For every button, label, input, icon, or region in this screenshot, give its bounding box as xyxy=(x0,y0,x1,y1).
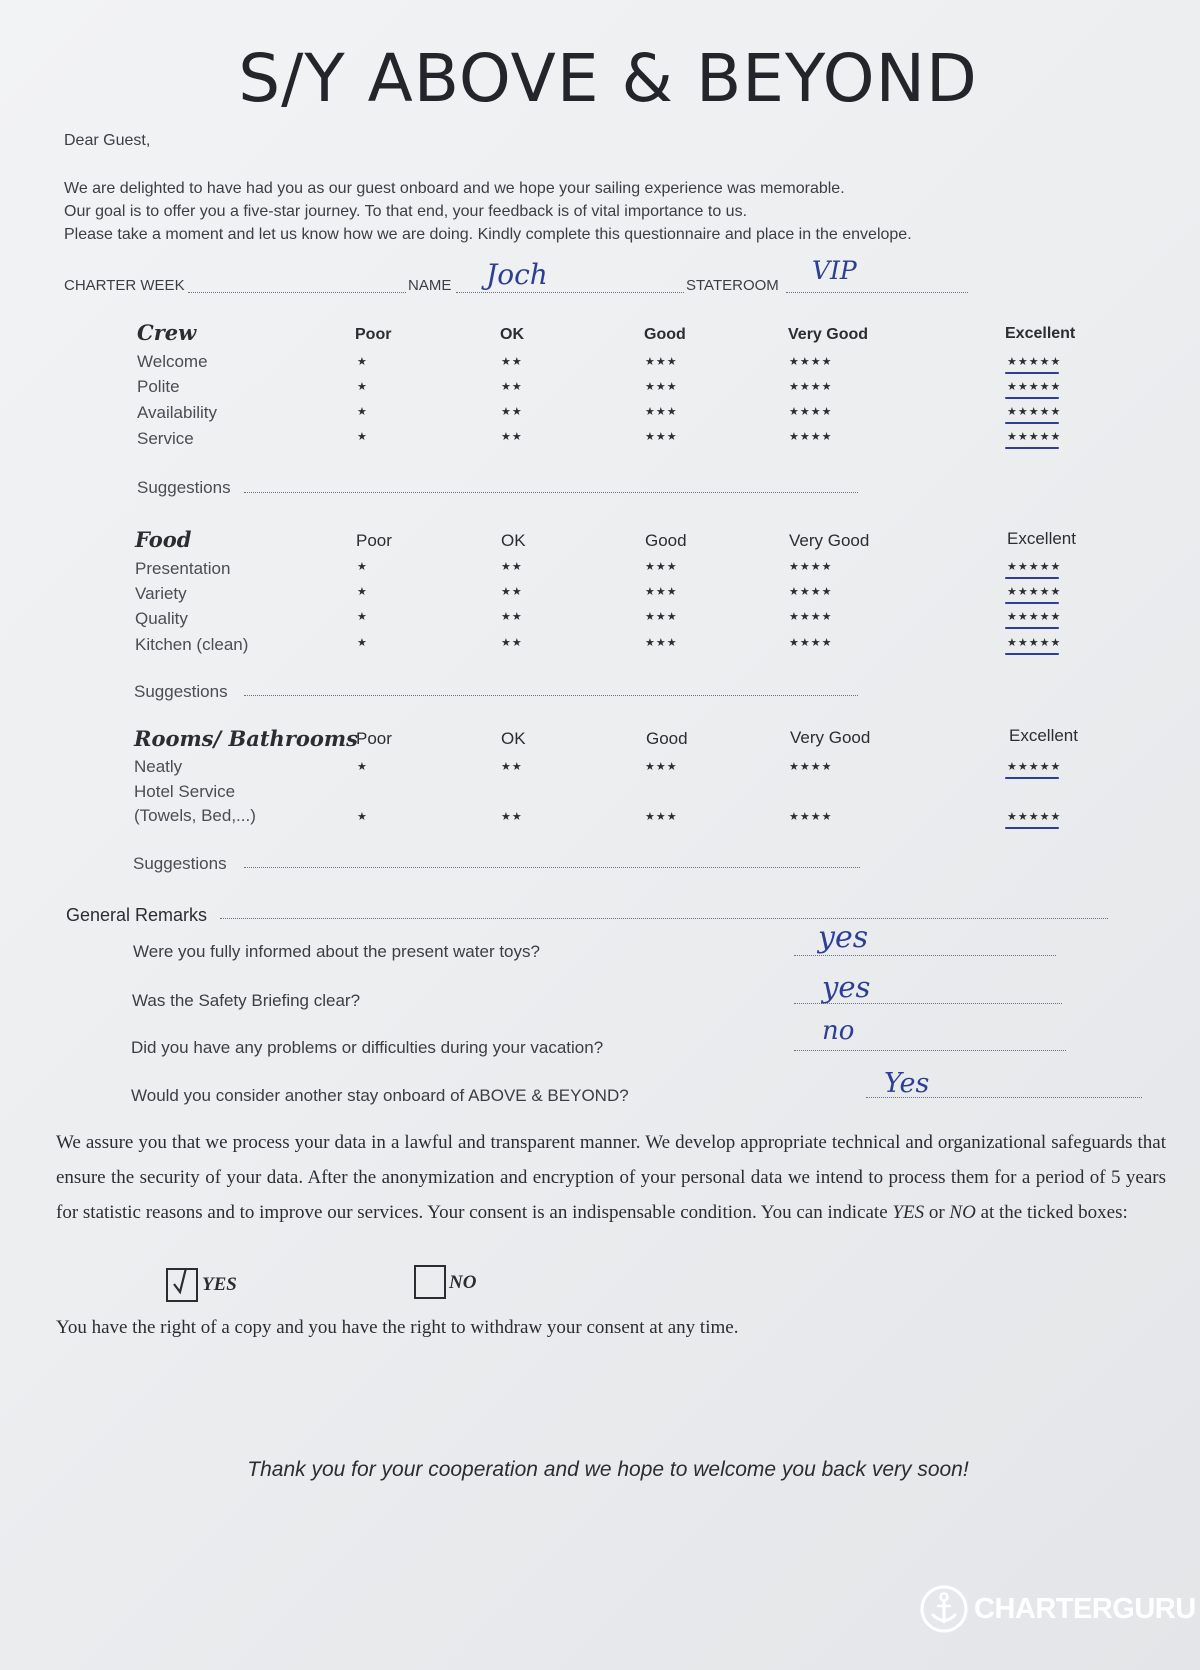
food-row-variety: Variety xyxy=(135,584,187,603)
rooms-row-neatly: Neatly xyxy=(134,757,183,776)
data-protection-text: We assure you that we process your data in a lawful and transparent manner. We develop appropriate technical and organizational safeguards that ensure the security of your data. After the anonymization and encryption of your personal data we intend to process them for a period of 5 years for statistic reasons and to improve our services. Your consent is an indispensable condition. You can indicate xyxy=(56,1132,1166,1223)
col-header-excellent: Excellent xyxy=(1009,726,1078,745)
or-word: or xyxy=(928,1202,945,1223)
rating-stars-3[interactable]: ★★★ xyxy=(645,761,678,773)
rating-stars-5[interactable]: ★★★★★ xyxy=(1007,637,1062,649)
rooms-row-hotel-service: Hotel Service xyxy=(134,782,236,801)
answer-field-problems[interactable] xyxy=(794,1050,1066,1051)
general-remarks-field[interactable] xyxy=(220,918,1108,919)
intro-line-1: We are delighted to have had you as our guest onboard and we hope your sailing experience was memorable. xyxy=(64,180,845,197)
col-header-poor: Poor xyxy=(356,729,392,748)
data-protection-paragraph xyxy=(56,1125,1166,1230)
selected-rating-mark xyxy=(1005,422,1059,424)
col-header-very-good: Very Good xyxy=(789,531,870,550)
rating-stars-5[interactable]: ★★★★★ xyxy=(1007,561,1062,573)
rating-stars-2[interactable]: ★★ xyxy=(501,811,523,823)
crew-suggestions-field[interactable] xyxy=(244,492,858,493)
rights-sentence: You have the right of a copy and you have the right to withdraw your consent at any time. xyxy=(56,1317,739,1338)
checkmark-icon xyxy=(168,1270,196,1300)
food-suggestions-label: Suggestions xyxy=(134,682,228,701)
food-row-presentation: Presentation xyxy=(135,559,231,578)
charter-week-label: CHARTER WEEK xyxy=(64,277,185,294)
intro-line-3: Please take a moment and let us know how we are doing. Kindly complete this questionnaire and place in the envelope. xyxy=(64,226,912,243)
selected-rating-mark xyxy=(1005,577,1059,579)
rating-stars-1[interactable]: ★ xyxy=(357,761,368,773)
crew-row-service: Service xyxy=(137,429,194,448)
col-header-ok: OK xyxy=(501,531,526,550)
rating-stars-3[interactable]: ★★★ xyxy=(645,561,678,573)
name-label: NAME xyxy=(408,277,452,294)
rooms-suggestions-field[interactable] xyxy=(244,867,860,868)
rating-stars-4[interactable]: ★★★★ xyxy=(789,586,833,598)
answer-field-water-toys[interactable] xyxy=(794,955,1056,956)
food-row-kitchen: Kitchen (clean) xyxy=(135,635,249,654)
rating-stars-1[interactable]: ★ xyxy=(357,637,368,649)
rating-stars-4[interactable]: ★★★★ xyxy=(789,811,833,823)
intro-line-2: Our goal is to offer you a five-star journey. To that end, your feedback is of vital importance to us. xyxy=(64,203,748,220)
col-header-excellent: Excellent xyxy=(1005,325,1076,342)
answer-safety-briefing: yes xyxy=(822,970,871,1004)
col-header-good: Good xyxy=(646,729,688,748)
col-header-very-good: Very Good xyxy=(790,728,871,747)
rating-stars-3[interactable]: ★★★ xyxy=(645,637,678,649)
rating-stars-4[interactable]: ★★★★ xyxy=(789,381,833,393)
consent-no-checkbox[interactable] xyxy=(414,1265,446,1299)
rating-stars-2[interactable]: ★★ xyxy=(501,381,523,393)
rating-stars-2[interactable]: ★★ xyxy=(501,561,523,573)
page-title: S/Y ABOVE & BEYOND xyxy=(238,40,978,117)
rooms-row-hotel-service-detail: (Towels, Bed,...) xyxy=(134,806,256,825)
answer-another-stay: Yes xyxy=(884,1068,930,1099)
rating-stars-3[interactable]: ★★★ xyxy=(645,586,678,598)
stateroom-label: STATEROOM xyxy=(686,277,779,294)
name-field[interactable] xyxy=(456,292,684,293)
rating-stars-1[interactable]: ★ xyxy=(357,611,368,623)
rating-stars-5[interactable]: ★★★★★ xyxy=(1007,431,1062,443)
tail-text: at the ticked boxes: xyxy=(980,1202,1128,1223)
general-remarks-label: General Remarks xyxy=(66,905,208,925)
selected-rating-mark xyxy=(1005,372,1059,374)
rating-stars-1[interactable]: ★ xyxy=(357,406,368,418)
rating-stars-1[interactable]: ★ xyxy=(357,811,368,823)
question-water-toys: Were you fully informed about the present water toys? xyxy=(133,942,540,961)
selected-rating-mark xyxy=(1005,602,1059,604)
selected-rating-mark xyxy=(1005,627,1059,629)
rating-stars-4[interactable]: ★★★★ xyxy=(789,637,833,649)
col-header-good: Good xyxy=(644,326,686,343)
selected-rating-mark xyxy=(1005,447,1059,449)
rating-stars-3[interactable]: ★★★ xyxy=(645,406,678,418)
rating-stars-5[interactable]: ★★★★★ xyxy=(1007,811,1062,823)
crew-suggestions-label: Suggestions xyxy=(137,478,231,497)
rating-stars-1[interactable]: ★ xyxy=(357,561,368,573)
question-problems: Did you have any problems or difficulties during your vacation? xyxy=(131,1038,604,1057)
consent-no-label: NO xyxy=(449,1272,477,1293)
rating-stars-4[interactable]: ★★★★ xyxy=(789,431,833,443)
anchor-logo-icon xyxy=(920,1585,968,1633)
rating-stars-5[interactable]: ★★★★★ xyxy=(1007,586,1062,598)
rating-stars-2[interactable]: ★★ xyxy=(501,431,523,443)
rating-stars-3[interactable]: ★★★ xyxy=(645,811,678,823)
rating-stars-3[interactable]: ★★★ xyxy=(645,356,678,368)
col-header-very-good: Very Good xyxy=(788,326,869,343)
food-suggestions-field[interactable] xyxy=(244,695,858,696)
rating-stars-3[interactable]: ★★★ xyxy=(645,611,678,623)
rating-stars-5[interactable]: ★★★★★ xyxy=(1007,611,1062,623)
yes-word: YES xyxy=(892,1202,925,1223)
stateroom-value: VIP xyxy=(812,256,857,285)
watermark xyxy=(920,1585,1196,1633)
rooms-suggestions-label: Suggestions xyxy=(133,854,227,873)
rating-stars-5[interactable]: ★★★★★ xyxy=(1007,406,1062,418)
watermark-text: CHARTERGURU xyxy=(974,1592,1196,1625)
stateroom-field[interactable] xyxy=(786,292,968,293)
rating-stars-5[interactable]: ★★★★★ xyxy=(1007,761,1062,773)
rating-stars-2[interactable]: ★★ xyxy=(501,611,523,623)
rating-stars-5[interactable]: ★★★★★ xyxy=(1007,356,1062,368)
rating-stars-2[interactable]: ★★ xyxy=(501,637,523,649)
question-safety-briefing: Was the Safety Briefing clear? xyxy=(132,991,361,1010)
crew-row-availability: Availability xyxy=(137,403,218,422)
selected-rating-mark xyxy=(1005,827,1059,829)
rating-stars-2[interactable]: ★★ xyxy=(501,406,523,418)
closing-message: Thank you for your cooperation and we hope to welcome you back very soon! xyxy=(247,1458,969,1481)
rating-stars-4[interactable]: ★★★★ xyxy=(789,356,833,368)
col-header-poor: Poor xyxy=(356,531,392,550)
rating-stars-3[interactable]: ★★★ xyxy=(645,431,678,443)
answer-problems: no xyxy=(822,1016,855,1046)
col-header-good: Good xyxy=(645,531,687,550)
rating-stars-3[interactable]: ★★★ xyxy=(645,381,678,393)
rating-stars-1[interactable]: ★ xyxy=(357,356,368,368)
col-header-ok: OK xyxy=(501,729,526,748)
no-word: NO xyxy=(949,1202,976,1223)
rating-stars-2[interactable]: ★★ xyxy=(501,761,523,773)
rating-stars-1[interactable]: ★ xyxy=(357,431,368,443)
rating-stars-5[interactable]: ★★★★★ xyxy=(1007,381,1062,393)
question-another-stay: Would you consider another stay onboard of ABOVE & BEYOND? xyxy=(131,1086,629,1105)
rating-stars-1[interactable]: ★ xyxy=(357,586,368,598)
rating-stars-2[interactable]: ★★ xyxy=(501,586,523,598)
name-value: Joch xyxy=(486,258,548,291)
greeting: Dear Guest, xyxy=(64,132,151,149)
crew-row-polite: Polite xyxy=(137,377,180,396)
section-title-rooms: Rooms/ Bathrooms xyxy=(134,726,358,751)
rating-stars-4[interactable]: ★★★★ xyxy=(789,761,833,773)
crew-row-welcome: Welcome xyxy=(137,352,208,371)
col-header-ok: OK xyxy=(500,326,524,343)
food-row-quality: Quality xyxy=(135,609,188,628)
consent-yes-checkbox[interactable] xyxy=(166,1268,198,1302)
rating-stars-1[interactable]: ★ xyxy=(357,381,368,393)
col-header-poor: Poor xyxy=(355,326,392,343)
col-header-excellent: Excellent xyxy=(1007,529,1076,548)
rating-stars-4[interactable]: ★★★★ xyxy=(789,561,833,573)
section-title-food: Food xyxy=(135,527,192,552)
consent-yes-label: YES xyxy=(202,1274,237,1295)
selected-rating-mark xyxy=(1005,397,1059,399)
charter-week-field[interactable] xyxy=(188,292,406,293)
rating-stars-4[interactable]: ★★★★ xyxy=(789,611,833,623)
section-title-crew: Crew xyxy=(137,320,197,345)
answer-water-toys: yes xyxy=(818,920,869,955)
rating-stars-2[interactable]: ★★ xyxy=(501,356,523,368)
rating-stars-4[interactable]: ★★★★ xyxy=(789,406,833,418)
selected-rating-mark xyxy=(1005,777,1059,779)
selected-rating-mark xyxy=(1005,653,1059,655)
